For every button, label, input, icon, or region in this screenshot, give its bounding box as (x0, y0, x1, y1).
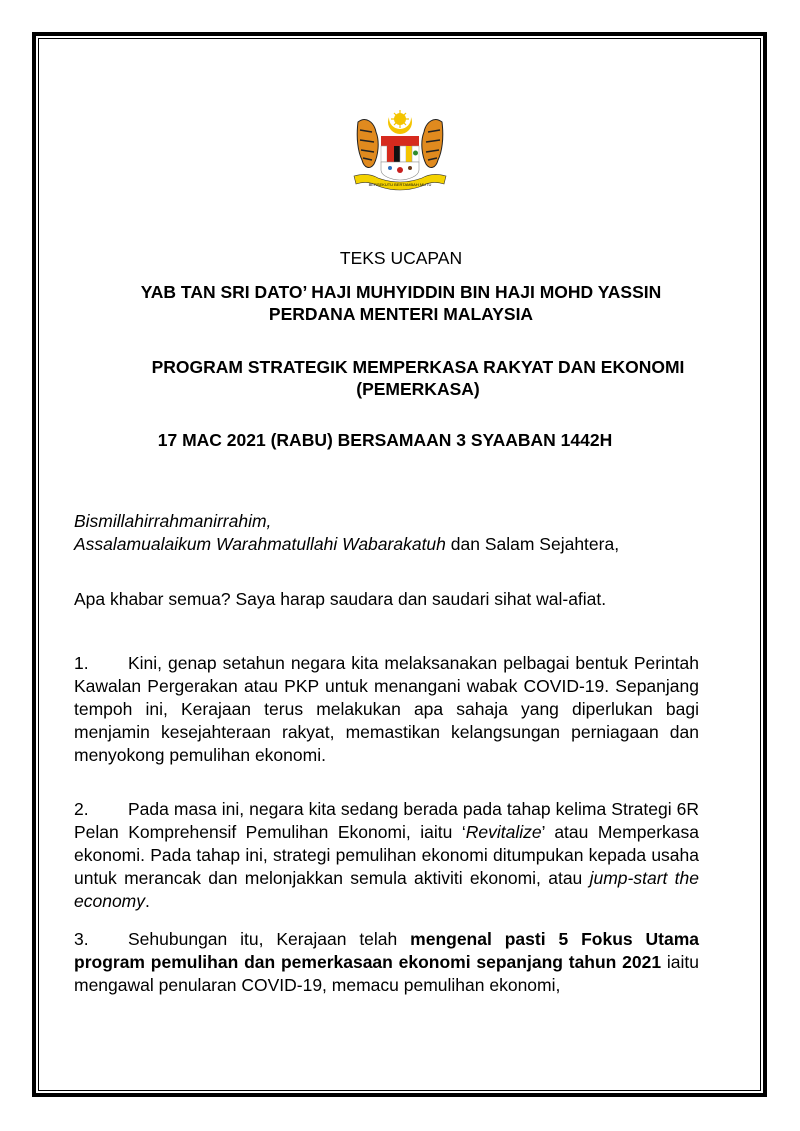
paragraph-number: 2. (74, 799, 89, 819)
crest-motto: BERSEKUTU BERTAMBAH MUTU (368, 182, 432, 187)
paragraph-1 (74, 652, 699, 767)
opening-line: Apa khabar semua? Saya harap saudara dan saudari sihat wal-afiat. (74, 589, 607, 609)
paragraph-3: 3. Sehubungan itu, Kerajaan telah mengenal pasti 5 Fokus Utama program pemulihan dan pemerkasaan ekonomi sepanjang tahun 2021 iaitu mengawal penularan COVID-19, memacu pemulihan ekonomi, (74, 929, 699, 995)
program-title: PROGRAM STRATEGIK MEMPERKASA RAKYAT DAN EKONOMI (151, 357, 685, 377)
program-acronym: (PEMERKASA) (356, 379, 480, 399)
paragraph-number: 1. (74, 653, 89, 673)
speech-date: 17 MAC 2021 (RABU) BERSAMAAN 3 SYAABAN 1442H (157, 430, 613, 450)
paragraph-text: Kini, genap setahun negara kita melaksanakan pelbagai bentuk Perintah Kawalan Pergerakan atau PKP untuk menangani wabak COVID-19. Sepanjang tempoh ini, Kerajaan terus melakukan apa sahaja yang diperlukan bagi menjamin kesejahteraan rakyat, memastikan kelangsungan perniagaan dan menyokong pemulihan ekonomi. (74, 653, 699, 765)
speech-label: TEKS UCAPAN (339, 248, 463, 268)
coat-of-arms-icon (348, 108, 452, 192)
paragraph-2: 2. Pada masa ini, negara kita sedang berada pada tahap kelima Strategi 6R Pelan Komprehensif Pemulihan Ekonomi, iaitu ‘Revitalize’ atau Memperkasa ekonomi. Pada tahap ini, strategi pemulihan ekonomi ditumpukan kepada usaha untuk merancak dan melonjakkan semula aktiviti ekonomi, atau jump-start the economy. (74, 799, 700, 911)
speaker-name: YAB TAN SRI DATO’ HAJI MUHYIDDIN BIN HAJI MOHD YASSIN (140, 282, 662, 302)
speaker-title: PERDANA MENTERI MALAYSIA (268, 304, 534, 324)
greeting (74, 510, 699, 556)
paragraph-number: 3. (74, 929, 89, 949)
greeting-line-1: Bismillahirrahmanirrahim, (74, 511, 272, 531)
program-title-block (98, 356, 738, 400)
greeting-line-2: Assalamualaikum Warahmatullahi Wabarakatuh dan Salam Sejahtera, (74, 534, 620, 554)
speaker-block (78, 281, 724, 325)
